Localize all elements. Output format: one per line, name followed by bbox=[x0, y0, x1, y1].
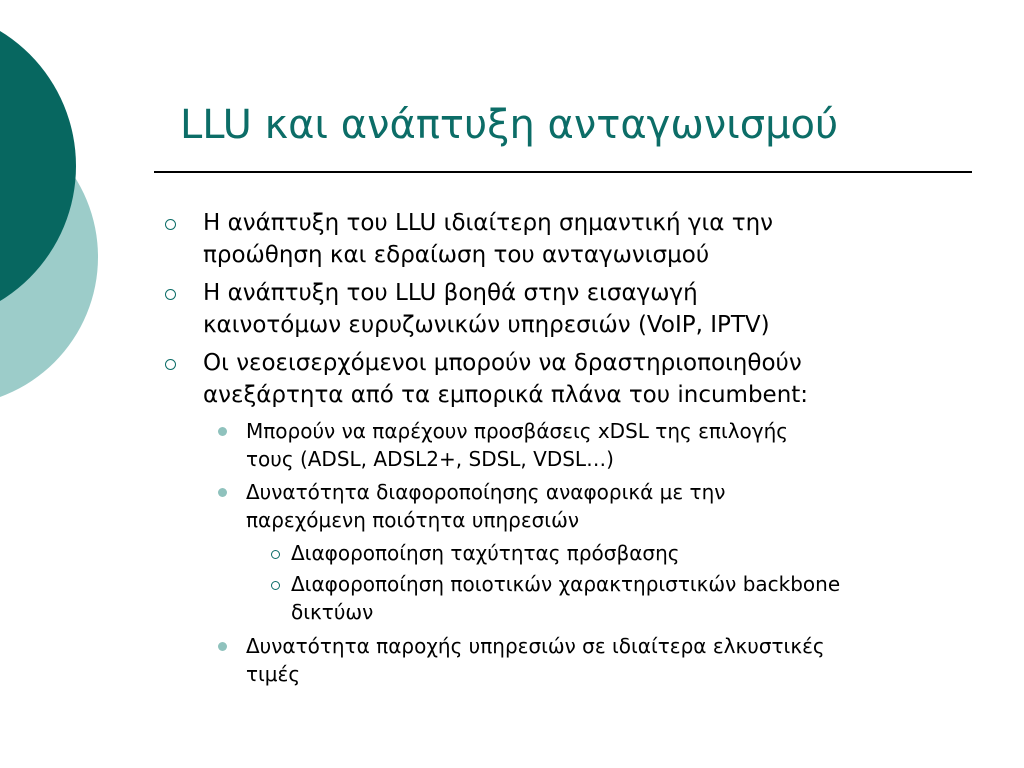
sub-sub-bullet-text-line: Διαφοροποίηση ταχύτητας πρόσβασης bbox=[291, 541, 680, 565]
title-divider bbox=[154, 171, 972, 173]
sub-bullet-text-line: Μπορούν να παρέχουν προσβάσεις xDSL της επιλογής bbox=[246, 419, 789, 443]
slide-content bbox=[165, 207, 1017, 693]
bullet-item bbox=[165, 207, 1017, 271]
hollow-circle-bullet-icon bbox=[165, 219, 176, 230]
sub-bullet-item bbox=[218, 632, 1017, 688]
hollow-circle-bullet-icon bbox=[165, 289, 176, 300]
sub-bullet-text-line: Δυνατότητα παροχής υπηρεσιών σε ιδιαίτερα ελκυστικές bbox=[246, 634, 825, 658]
sub-sub-bullet-item bbox=[271, 539, 1017, 567]
bullet-text-line: καινοτόμων ευρυζωνικών υπηρεσιών (VoIP, IPTV) bbox=[203, 312, 770, 338]
bullet-text-line: ανεξάρτητα από τα εμπορικά πλάνα του incumbent: bbox=[203, 382, 809, 408]
bullet-item bbox=[165, 277, 1017, 341]
sub-sub-bullet-text-line: δικτύων bbox=[291, 600, 374, 624]
sub-bullet-text-line: παρεχόμενη ποιότητα υπηρεσιών bbox=[246, 508, 579, 532]
slide-title: LLU και ανάπτυξη ανταγωνισμού bbox=[180, 102, 839, 148]
sub-bullet-item bbox=[218, 417, 1017, 473]
bullet-text-line: Οι νεοεισερχόμενοι μπορούν να δραστηριοποιηθούν bbox=[203, 350, 802, 376]
sub-bullet-text-line: τιμές bbox=[246, 662, 301, 686]
sub-bullet-text-line: τους (ADSL, ADSL2+, SDSL, VDSL…) bbox=[246, 447, 614, 471]
bullet-text-line: προώθηση και εδραίωση του ανταγωνισμού bbox=[203, 242, 710, 268]
filled-dot-bullet-icon bbox=[218, 642, 227, 651]
sub-sub-bullet-item bbox=[271, 570, 1017, 626]
filled-dot-bullet-icon bbox=[218, 427, 227, 436]
sub-sub-bullet-text-line: Διαφοροποίηση ποιοτικών χαρακτηριστικών backbone bbox=[291, 572, 841, 596]
bullet-item bbox=[165, 347, 1017, 411]
hollow-circle-bullet-icon bbox=[165, 359, 176, 370]
hollow-circle-bullet-icon bbox=[271, 550, 280, 559]
filled-dot-bullet-icon bbox=[218, 488, 227, 497]
bullet-text-line: Η ανάπτυξη του LLU ιδιαίτερη σημαντική για την bbox=[203, 210, 774, 236]
hollow-circle-bullet-icon bbox=[271, 581, 280, 590]
sub-bullet-text-line: Δυνατότητα διαφοροποίησης αναφορικά με την bbox=[246, 480, 726, 504]
bullet-text-line: Η ανάπτυξη του LLU βοηθά στην εισαγωγή bbox=[203, 280, 698, 306]
sub-bullet-item bbox=[218, 478, 1017, 534]
